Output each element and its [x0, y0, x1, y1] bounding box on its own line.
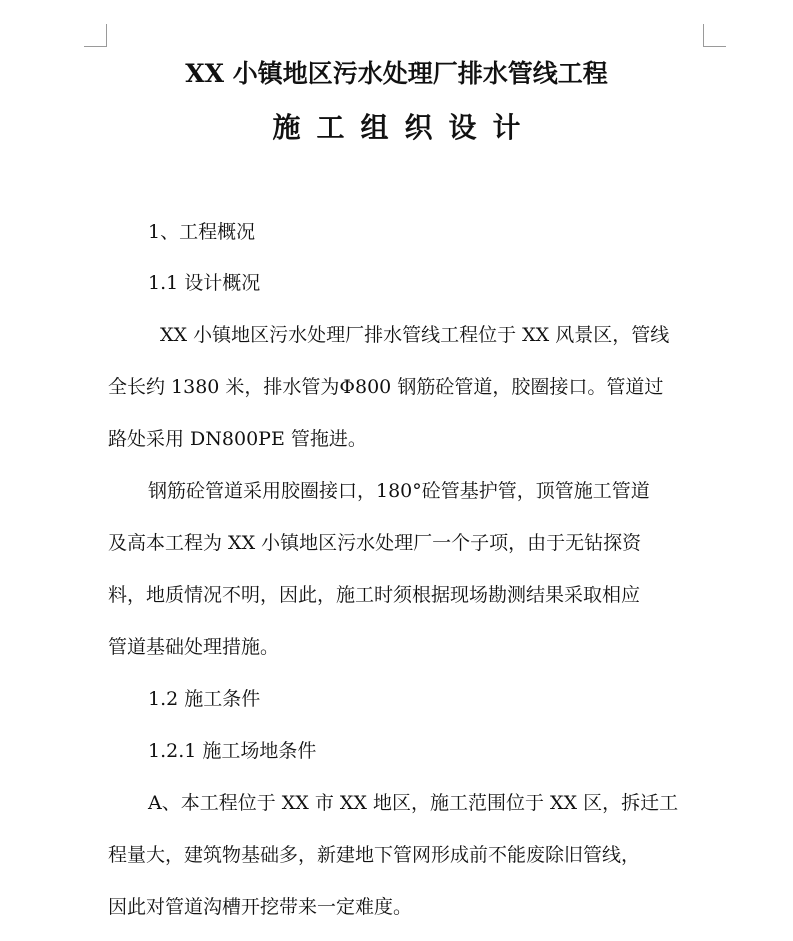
- paragraph-1-line-3: 路处采用 DN800PE 管拖进。: [108, 428, 367, 450]
- page-corner-mark-top-left: [84, 24, 107, 47]
- document-subtitle: 施工组织设计: [272, 111, 537, 144]
- section-heading-1: 1、工程概况: [148, 221, 256, 243]
- paragraph-3-line-2: 程量大，建筑物基础多，新建地下管网形成前不能废除旧管线，: [108, 844, 641, 866]
- paragraph-3-line-1: A、本工程位于 XX 市 XX 地区，施工范围位于 XX 区，拆迁工: [148, 792, 679, 814]
- paragraph-2-line-1: 钢筋砼管道采用胶圈接口，180°砼管基护管，顶管施工管道: [148, 480, 650, 502]
- section-heading-1-2-1: 1.2.1 施工场地条件: [148, 740, 317, 762]
- paragraph-2-line-4: 管道基础处理措施。: [108, 636, 280, 658]
- paragraph-1-line-1: XX 小镇地区污水处理厂排水管线工程位于 XX 风景区，管线: [160, 324, 670, 346]
- paragraph-1-line-2: 全长约 1380 米，排水管为Φ800 钢筋砼管道，胶圈接口。管道过: [108, 376, 664, 398]
- paragraph-3-line-3: 因此对管道沟槽开挖带来一定难度。: [108, 896, 413, 918]
- page-corner-mark-top-right: [703, 24, 726, 47]
- section-heading-1-2: 1.2 施工条件: [148, 688, 261, 710]
- paragraph-2-line-2: 及高本工程为 XX 小镇地区污水处理厂一个子项，由于无钻探资: [108, 532, 642, 554]
- section-heading-1-1: 1.1 设计概况: [148, 272, 261, 294]
- document-title: XX 小镇地区污水处理厂排水管线工程: [185, 59, 608, 88]
- paragraph-2-line-3: 料，地质情况不明，因此，施工时须根据现场勘测结果采取相应: [108, 584, 641, 606]
